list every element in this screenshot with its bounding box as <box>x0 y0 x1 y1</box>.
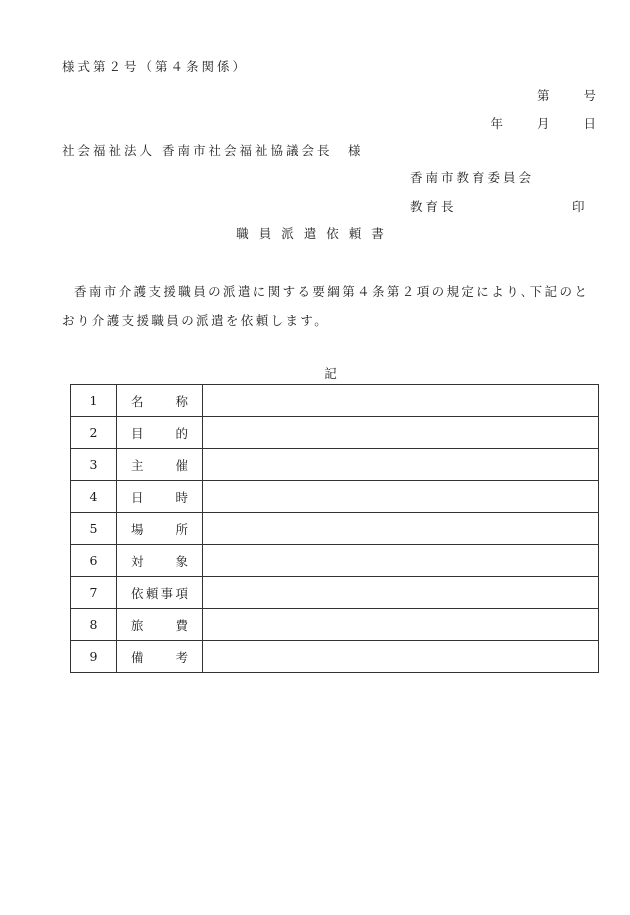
form-number: 様式第２号（第４条関係） <box>62 59 249 74</box>
item-value <box>203 513 599 545</box>
item-label-char: 対 <box>131 553 144 569</box>
table-row <box>71 385 599 417</box>
item-label <box>117 456 202 474</box>
request-body-text: 香南市介護支援職員の派遣に関する要綱第４条第２項の規定により､下記のとおり介護支援職員の派遣を依頼します。 <box>62 284 590 328</box>
item-label <box>117 488 202 506</box>
item-label-char: 頼 <box>145 585 159 601</box>
item-label-char: 名 <box>131 393 144 409</box>
details-table <box>70 384 599 673</box>
sender-organization: 香南市教育委員会 <box>410 170 535 185</box>
item-label <box>117 520 202 538</box>
table-row <box>71 513 599 545</box>
item-label <box>117 584 202 602</box>
table-row <box>71 641 599 673</box>
row-number: 8 <box>71 609 117 641</box>
item-label-char: 依 <box>131 585 144 601</box>
row-number: 7 <box>71 577 117 609</box>
item-label <box>117 552 202 570</box>
item-label <box>117 392 202 410</box>
item-label-cell <box>117 385 203 417</box>
item-label-cell <box>117 609 203 641</box>
item-value <box>203 417 599 449</box>
table-row <box>71 577 599 609</box>
item-label <box>117 648 202 666</box>
item-label <box>117 424 202 442</box>
item-value <box>203 481 599 513</box>
item-label-char: 時 <box>175 489 188 505</box>
table-row <box>71 449 599 481</box>
document-title: 職員派遣依頼書 <box>236 226 394 241</box>
item-value <box>203 545 599 577</box>
item-label-char: 所 <box>175 521 188 537</box>
item-value <box>203 449 599 481</box>
item-value <box>203 641 599 673</box>
item-label-char: 主 <box>131 457 144 473</box>
item-label-cell <box>117 641 203 673</box>
item-label-char: 的 <box>175 425 188 441</box>
item-label-char: 場 <box>131 521 144 537</box>
item-label-char: 目 <box>131 425 144 441</box>
item-label-cell <box>117 513 203 545</box>
item-value <box>203 577 599 609</box>
row-number: 9 <box>71 641 117 673</box>
document-number: 第 号 <box>536 88 599 103</box>
table-row <box>71 609 599 641</box>
item-label-char: 象 <box>175 553 188 569</box>
item-label-char: 旅 <box>131 617 144 633</box>
item-label-char: 日 <box>131 489 144 505</box>
table-row <box>71 545 599 577</box>
item-value <box>203 609 599 641</box>
row-number: 4 <box>71 481 117 513</box>
item-label-cell <box>117 449 203 481</box>
row-number: 5 <box>71 513 117 545</box>
item-label-char: 称 <box>175 393 188 409</box>
document-date: 年 月 日 <box>490 116 599 131</box>
item-label-cell <box>117 545 203 577</box>
seal-mark: 印 <box>572 199 588 214</box>
item-label-char: 考 <box>175 649 188 665</box>
item-label-cell <box>117 417 203 449</box>
ki-label: 記 <box>324 366 340 381</box>
item-label-char: 費 <box>175 617 188 633</box>
table-row <box>71 481 599 513</box>
item-label-char: 催 <box>175 457 188 473</box>
item-label <box>117 616 202 634</box>
table-row <box>71 417 599 449</box>
item-label-char: 事 <box>160 585 174 601</box>
item-label-cell <box>117 481 203 513</box>
sender-title: 教育長 <box>410 199 457 214</box>
item-label-char: 備 <box>131 649 144 665</box>
item-label-cell <box>117 577 203 609</box>
item-value <box>203 385 599 417</box>
row-number: 6 <box>71 545 117 577</box>
row-number: 1 <box>71 385 117 417</box>
row-number: 2 <box>71 417 117 449</box>
row-number: 3 <box>71 449 117 481</box>
addressee: 社会福祉法人 香南市社会福祉協議会長 様 <box>62 143 364 158</box>
item-label-char: 項 <box>175 585 188 601</box>
